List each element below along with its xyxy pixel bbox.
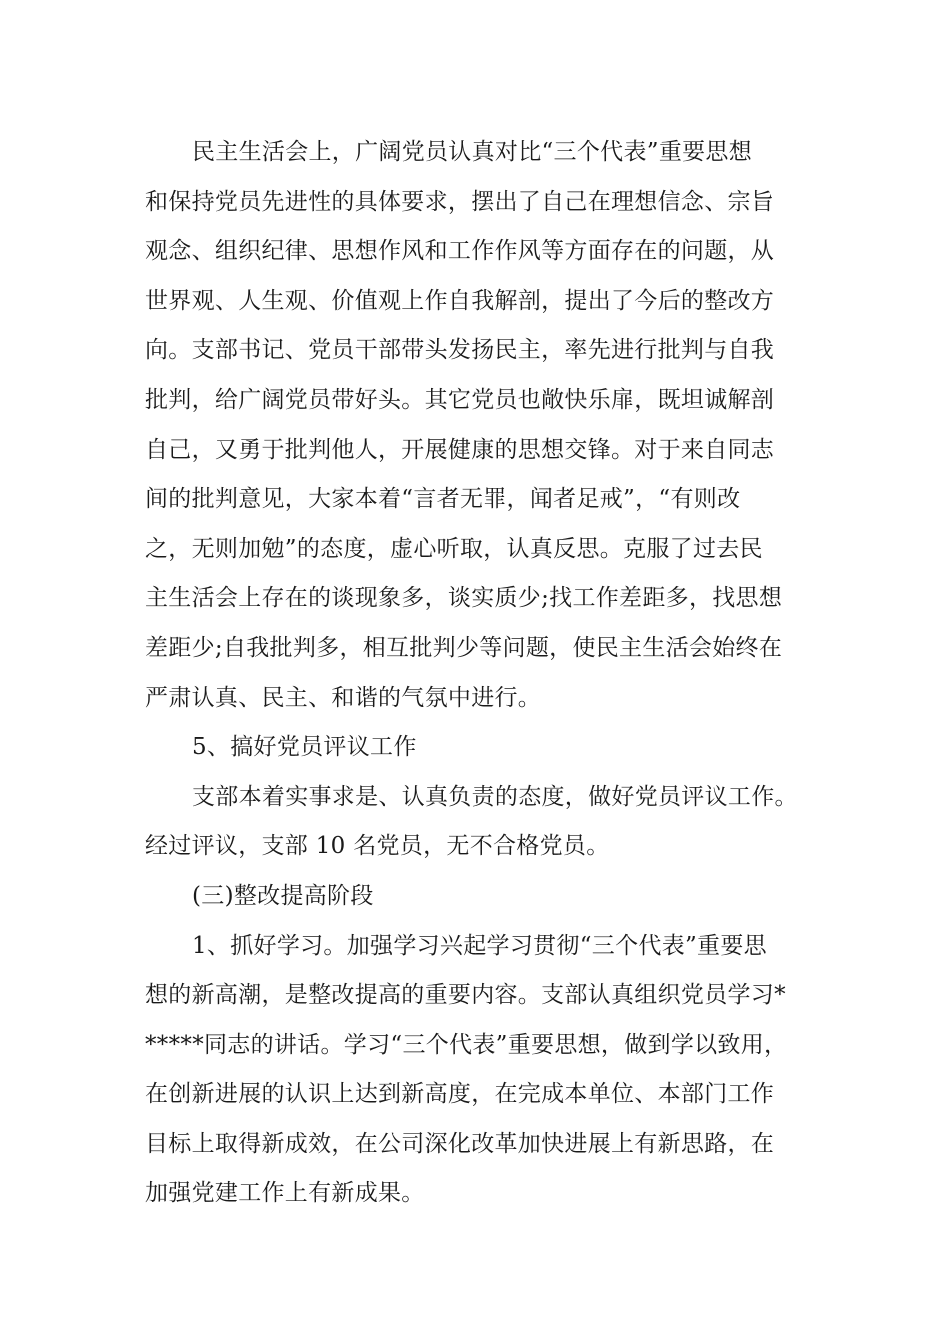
paragraph-line: 严肃认真、民主、和谐的气氛中进行。 [145, 684, 542, 711]
paragraph-line: 间的批判意见，大家本着“言者无罪，闻者足戒”，“有则改 [145, 486, 741, 513]
paragraph-line: 之，无则加勉”的态度，虚心听取，认真反思。克服了过去民 [145, 535, 763, 562]
paragraph-line: 经过评议，支部 10 名党员，无不合格党员。 [145, 833, 610, 860]
paragraph-line: 自己，又勇于批判他人，开展健康的思想交锋。对于来自同志 [145, 436, 775, 463]
paragraph-line: 支部本着实事求是、认真负责的态度，做好党员评议工作。 [192, 783, 798, 810]
section-heading: 5、搞好党员评议工作 [192, 734, 417, 761]
paragraph-line: 1、抓好学习。加强学习兴起学习贯彻“三个代表”重要思 [192, 932, 767, 959]
paragraph-line: 向。支部书记、党员干部带头发扬民主，率先进行批判与自我 [145, 337, 775, 364]
paragraph-line: 观念、组织纪律、思想作风和工作作风等方面存在的问题，从 [145, 238, 775, 265]
paragraph-line: 在创新进展的认识上达到新高度，在完成本单位、本部门工作 [145, 1081, 775, 1108]
paragraph-line: 主生活会上存在的谈现象多，谈实质少;找工作差距多，找思想 [145, 585, 783, 612]
document-body [145, 128, 815, 1219]
paragraph-line: 目标上取得新成效，在公司深化改革加快进展上有新思路，在 [145, 1130, 775, 1157]
paragraph-line: 加强党建工作上有新成果。 [145, 1180, 425, 1207]
paragraph-line: 差距少;自我批判多，相互批判少等问题，使民主生活会始终在 [145, 634, 783, 661]
paragraph-line: 世界观、人生观、价值观上作自我解剖，提出了今后的整改方 [145, 287, 775, 314]
paragraph-line: 批判，给广阔党员带好头。其它党员也敞快乐扉，既坦诚解剖 [145, 386, 775, 413]
section-heading: (三)整改提高阶段 [192, 882, 374, 909]
paragraph-line: 想的新高潮，是整改提高的重要内容。支部认真组织党员学习* [145, 982, 786, 1009]
paragraph-line: *****同志的讲话。学习“三个代表”重要思想，做到学以致用， [145, 1031, 788, 1058]
paragraph-line: 和保持党员先进性的具体要求，摆出了自己在理想信念、宗旨 [145, 188, 775, 215]
paragraph-line: 民主生活会上，广阔党员认真对比“三个代表”重要思想 [192, 139, 753, 165]
